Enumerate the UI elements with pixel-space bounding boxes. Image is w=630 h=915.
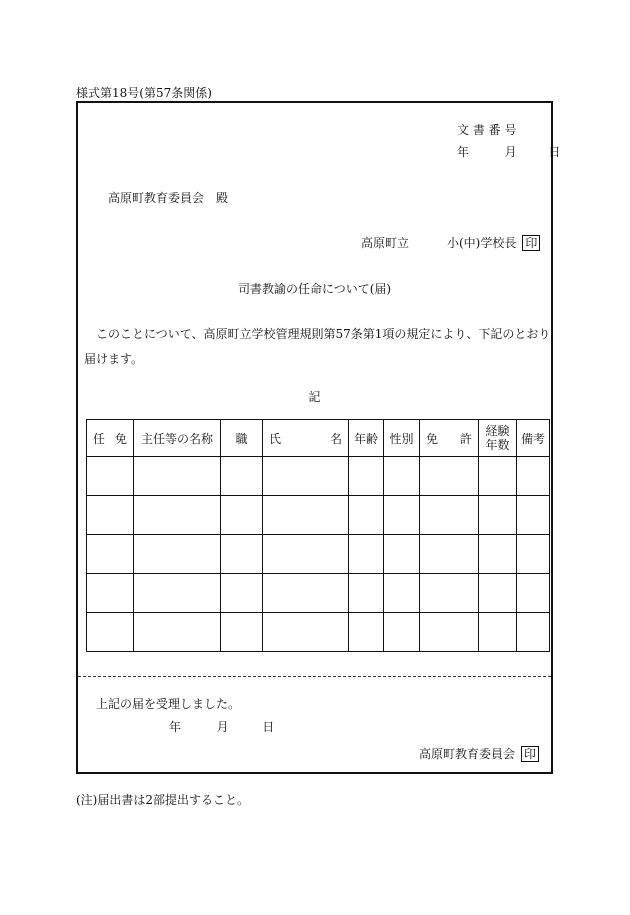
table-cell[interactable] [263, 613, 349, 652]
acceptance-text: 上記の届を受理しました。 [96, 697, 241, 711]
col-appoint: 任 免 [87, 420, 134, 457]
body-text-line1: このことについて、高原町立学校管理規則第57条第1項の規定により、下記のとおり [96, 327, 551, 341]
header-day: 日 [548, 145, 561, 159]
acceptance-year: 年 [169, 720, 182, 734]
table-cell[interactable] [479, 613, 517, 652]
table-cell[interactable] [384, 574, 420, 613]
table-cell[interactable] [87, 496, 134, 535]
seal-mark: 印 [521, 746, 539, 762]
sender-town: 高原町立 [361, 236, 410, 250]
table-cell[interactable] [87, 574, 134, 613]
table-cell[interactable] [263, 535, 349, 574]
col-experience: 経験 年数 [479, 420, 517, 457]
table-cell[interactable] [134, 613, 221, 652]
table-cell[interactable] [479, 535, 517, 574]
table-cell[interactable] [134, 574, 221, 613]
table-body [87, 457, 550, 652]
table-header-row [87, 420, 550, 457]
table-cell[interactable] [87, 535, 134, 574]
table-cell[interactable] [420, 574, 479, 613]
table-cell[interactable] [134, 457, 221, 496]
header-year: 年 [457, 145, 470, 159]
table-row [87, 574, 550, 613]
acceptance-board [419, 745, 539, 762]
seal-mark: 印 [522, 235, 540, 251]
table-cell[interactable] [349, 535, 384, 574]
col-sex: 性別 [384, 420, 420, 457]
table-cell[interactable] [221, 613, 263, 652]
table-cell[interactable] [349, 457, 384, 496]
table-cell[interactable] [384, 613, 420, 652]
table-cell[interactable] [384, 496, 420, 535]
header-date [457, 143, 560, 160]
table-cell[interactable] [263, 574, 349, 613]
table-cell[interactable] [349, 574, 384, 613]
table-cell[interactable] [479, 574, 517, 613]
table-cell[interactable] [263, 496, 349, 535]
table-cell[interactable] [134, 496, 221, 535]
table-cell[interactable] [221, 496, 263, 535]
table-row [87, 496, 550, 535]
table-cell[interactable] [479, 457, 517, 496]
table-cell[interactable] [263, 457, 349, 496]
header-month: 月 [504, 145, 517, 159]
sender-school [447, 234, 540, 251]
table-cell[interactable] [420, 613, 479, 652]
addressee: 高原町教育委員会 殿 [108, 191, 229, 205]
col-license: 免 許 [420, 420, 479, 457]
body-text-line2: 届けます。 [84, 352, 144, 366]
col-job: 職 [221, 420, 263, 457]
col-age: 年齢 [349, 420, 384, 457]
table-cell[interactable] [517, 574, 550, 613]
footnote: (注)届出書は2部提出すること。 [76, 793, 249, 807]
col-name: 氏 名 [263, 420, 349, 457]
table-cell[interactable] [420, 457, 479, 496]
table-cell[interactable] [517, 613, 550, 652]
doc-number-label: 文 書 番 号 [457, 123, 517, 137]
table-cell[interactable] [87, 613, 134, 652]
table-cell[interactable] [221, 535, 263, 574]
table-cell[interactable] [349, 496, 384, 535]
acceptance-date [169, 718, 274, 735]
table-cell[interactable] [384, 457, 420, 496]
sender-school-label: 小(中)学校長 [447, 236, 517, 250]
table-cell[interactable] [87, 457, 134, 496]
table-cell[interactable] [517, 535, 550, 574]
table-row [87, 457, 550, 496]
col-position-title: 主任等の名称 [134, 420, 221, 457]
table-cell[interactable] [349, 613, 384, 652]
acceptance-month: 月 [216, 720, 229, 734]
appointment-table [86, 419, 550, 652]
table-cell[interactable] [420, 535, 479, 574]
table-cell[interactable] [221, 457, 263, 496]
board-name: 高原町教育委員会 [419, 747, 516, 761]
table-cell[interactable] [221, 574, 263, 613]
table-cell[interactable] [517, 457, 550, 496]
table-row [87, 613, 550, 652]
table-cell[interactable] [384, 535, 420, 574]
subject: 司書教諭の任命について(届) [237, 282, 392, 296]
table-row [87, 535, 550, 574]
acceptance-day: 日 [262, 720, 275, 734]
table-cell[interactable] [479, 496, 517, 535]
col-remarks: 備考 [517, 420, 550, 457]
form-frame [76, 101, 561, 774]
table-cell[interactable] [517, 496, 550, 535]
table-cell[interactable] [420, 496, 479, 535]
form-code: 様式第18号(第57条関係) [76, 86, 212, 100]
ki-heading: 記 [308, 390, 321, 404]
table-cell[interactable] [134, 535, 221, 574]
cut-line [78, 676, 551, 677]
